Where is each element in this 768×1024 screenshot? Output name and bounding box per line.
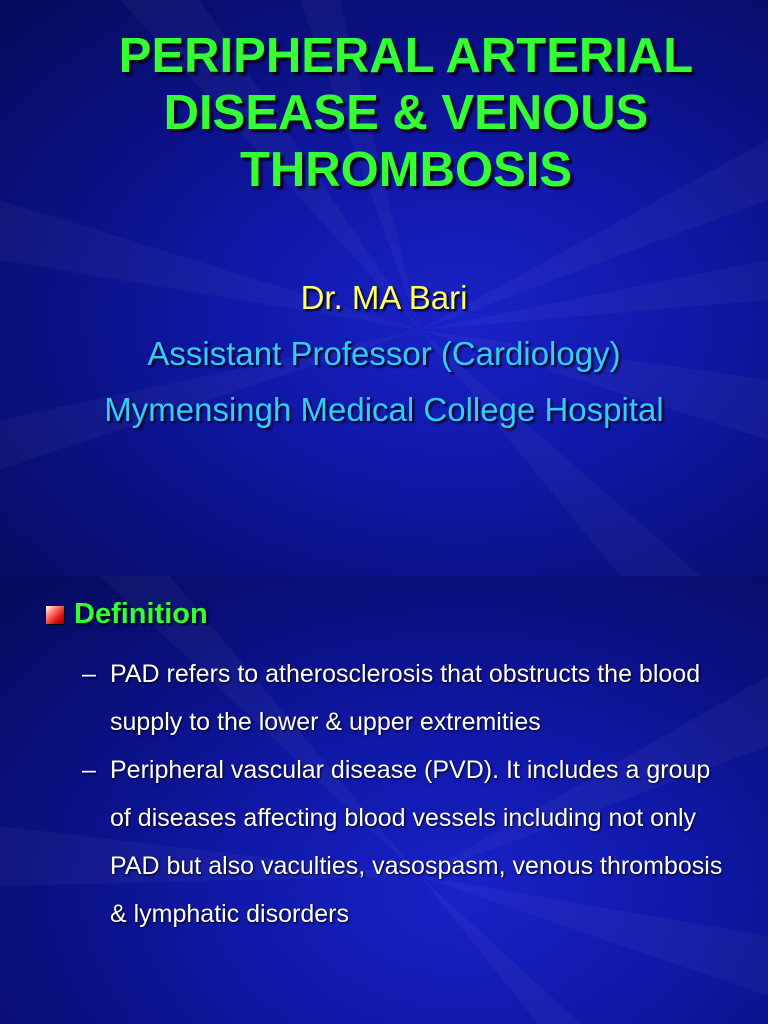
author-institution: Mymensingh Medical College Hospital — [104, 391, 664, 428]
definition-list — [78, 650, 738, 938]
title-line-1: PERIPHERAL ARTERIAL — [118, 29, 694, 83]
section-heading — [46, 596, 208, 632]
section-heading-label: Definition — [74, 598, 208, 630]
list-item-text: Peripheral vascular disease (PVD). It includes a group of diseases affecting blood vessels including not only PAD but also vaculties, vasospasm, venous thrombosis & lymphatic disorders — [110, 756, 723, 928]
title-line-2: DISEASE & VENOUS — [163, 86, 649, 140]
title-line-3: THROMBOSIS — [239, 143, 573, 197]
list-item — [78, 650, 738, 746]
dash-bullet-icon: – — [82, 756, 96, 784]
dash-bullet-icon: – — [82, 660, 96, 688]
square-bullet-icon — [46, 606, 64, 624]
list-item — [78, 746, 738, 938]
author-role: Assistant Professor (Cardiology) — [147, 335, 621, 372]
list-item-text: PAD refers to atherosclerosis that obstructs the blood supply to the lower & upper extremities — [110, 660, 701, 736]
slide-title — [0, 28, 768, 199]
author-name: Dr. MA Bari — [300, 279, 468, 316]
